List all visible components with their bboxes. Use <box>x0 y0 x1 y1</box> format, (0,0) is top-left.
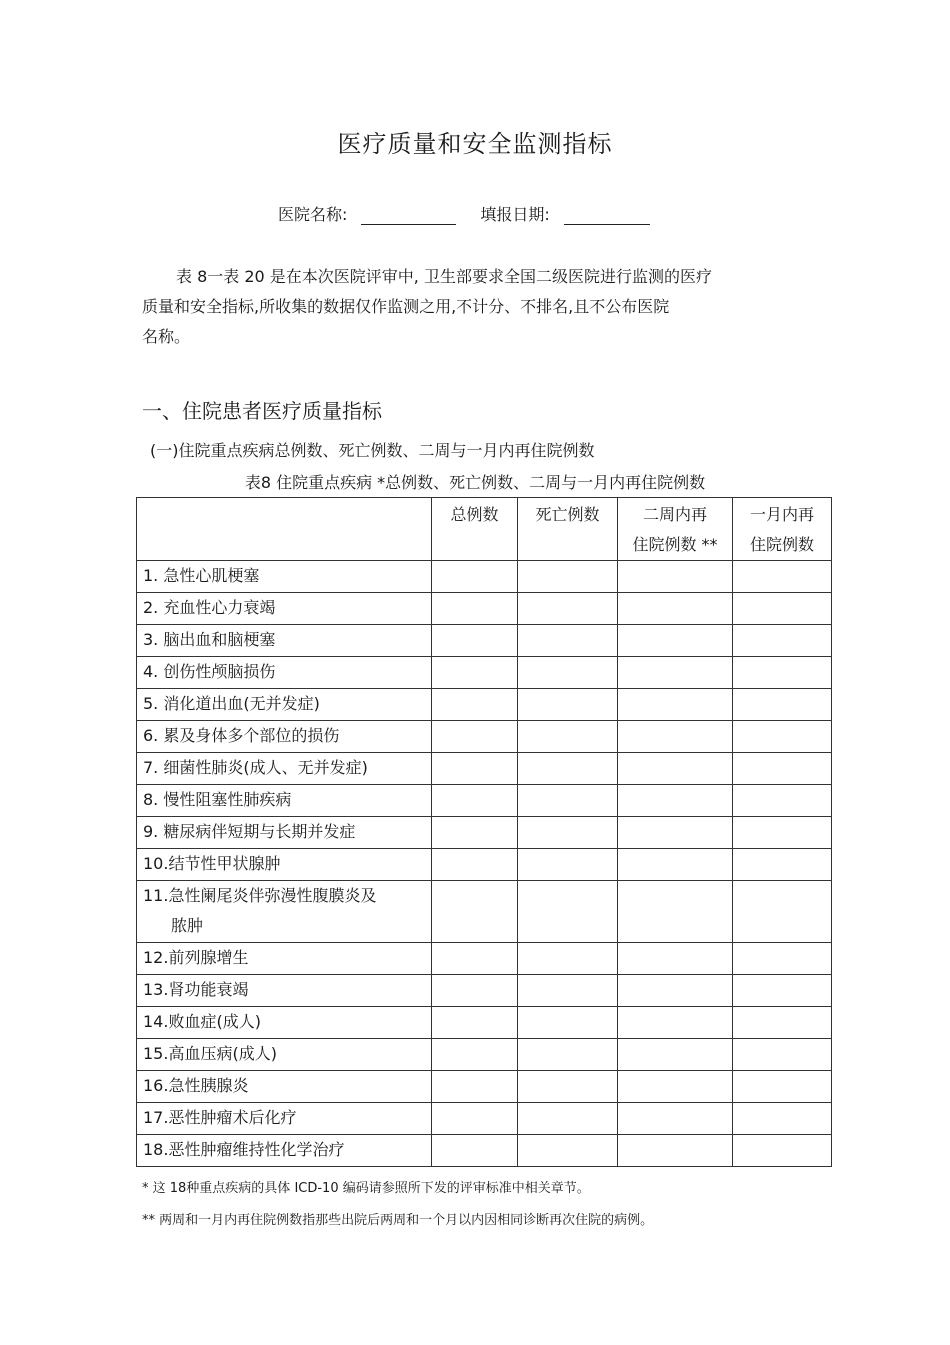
two-week-cell[interactable] <box>618 975 733 1007</box>
disease-name-line2: 脓肿 <box>171 916 204 935</box>
two-week-cell[interactable] <box>618 689 733 721</box>
table-row <box>137 1135 832 1167</box>
deaths-cell[interactable] <box>518 1103 618 1135</box>
one-month-cell[interactable] <box>733 975 832 1007</box>
total-cases-cell[interactable] <box>432 943 518 975</box>
report-date-label: 填报日期: <box>480 205 550 224</box>
table-row <box>137 817 832 849</box>
header-deaths: 死亡例数 <box>518 498 618 561</box>
one-month-cell[interactable] <box>733 1039 832 1071</box>
one-month-cell[interactable] <box>733 1071 832 1103</box>
one-month-cell[interactable] <box>733 593 832 625</box>
table-row <box>137 721 832 753</box>
deaths-cell[interactable] <box>518 753 618 785</box>
total-cases-cell[interactable] <box>432 817 518 849</box>
two-week-cell[interactable] <box>618 721 733 753</box>
disease-name: 4. 创伤性颅脑损伤 <box>137 657 432 689</box>
disease-name: 2. 充血性心力衰竭 <box>137 593 432 625</box>
deaths-cell[interactable] <box>518 817 618 849</box>
header-two-week-readmit <box>618 498 733 561</box>
deaths-cell[interactable] <box>518 689 618 721</box>
disease-name: 18.恶性肿瘤维持性化学治疗 <box>137 1135 432 1167</box>
table-row <box>137 1103 832 1135</box>
two-week-cell[interactable] <box>618 625 733 657</box>
deaths-cell[interactable] <box>518 1071 618 1103</box>
header-one-month-line2: 住院例数 <box>749 535 814 554</box>
total-cases-cell[interactable] <box>432 785 518 817</box>
table-row <box>137 753 832 785</box>
total-cases-cell[interactable] <box>432 561 518 593</box>
table-row <box>137 625 832 657</box>
header-one-month-readmit <box>733 498 832 561</box>
total-cases-cell[interactable] <box>432 849 518 881</box>
deaths-cell[interactable] <box>518 785 618 817</box>
header-total-cases: 总例数 <box>432 498 518 561</box>
deaths-cell[interactable] <box>518 881 618 943</box>
one-month-cell[interactable] <box>733 561 832 593</box>
table-row <box>137 593 832 625</box>
deaths-cell[interactable] <box>518 975 618 1007</box>
two-week-cell[interactable] <box>618 785 733 817</box>
intro-line-1: 表 8一表 20 是在本次医院评审中, 卫生部要求全国二级医院进行监测的医疗 <box>176 267 712 286</box>
one-month-cell[interactable] <box>733 817 832 849</box>
hospital-name-label: 医院名称: <box>278 205 348 224</box>
table-row <box>137 943 832 975</box>
disease-name: 15.高血压病(成人) <box>137 1039 432 1071</box>
deaths-cell[interactable] <box>518 849 618 881</box>
deaths-cell[interactable] <box>518 721 618 753</box>
disease-name: 6. 累及身体多个部位的损伤 <box>137 721 432 753</box>
disease-name: 10.结节性甲状腺肿 <box>137 849 432 881</box>
disease-name: 13.肾功能衰竭 <box>137 975 432 1007</box>
one-month-cell[interactable] <box>733 657 832 689</box>
total-cases-cell[interactable] <box>432 657 518 689</box>
intro-line-2: 质量和安全指标,所收集的数据仅作监测之用,不计分、不排名,且不公布医院 <box>142 297 670 316</box>
two-week-cell[interactable] <box>618 561 733 593</box>
total-cases-cell[interactable] <box>432 625 518 657</box>
header-two-week-line1: 二周内再 <box>642 505 707 524</box>
deaths-cell[interactable] <box>518 1039 618 1071</box>
deaths-cell[interactable] <box>518 943 618 975</box>
disease-name: 12.前列腺增生 <box>137 943 432 975</box>
two-week-cell[interactable] <box>618 593 733 625</box>
two-week-cell[interactable] <box>618 1071 733 1103</box>
total-cases-cell[interactable] <box>432 1071 518 1103</box>
total-cases-cell[interactable] <box>432 1007 518 1039</box>
page-title: 医疗质量和安全监测指标 <box>337 130 613 158</box>
deaths-cell[interactable] <box>518 657 618 689</box>
total-cases-cell[interactable] <box>432 1103 518 1135</box>
one-month-cell[interactable] <box>733 849 832 881</box>
deaths-cell[interactable] <box>518 1007 618 1039</box>
section-heading: 一、住院患者医疗质量指标 <box>142 399 382 423</box>
two-week-cell[interactable] <box>618 849 733 881</box>
two-week-cell[interactable] <box>618 817 733 849</box>
table-row <box>137 1071 832 1103</box>
intro-paragraph <box>142 262 792 352</box>
deaths-cell[interactable] <box>518 625 618 657</box>
one-month-cell[interactable] <box>733 689 832 721</box>
table-row <box>137 1007 832 1039</box>
disease-table <box>136 497 832 1167</box>
one-month-cell[interactable] <box>733 1135 832 1167</box>
table-row <box>137 561 832 593</box>
intro-line-3: 名称。 <box>142 327 191 346</box>
table-row <box>137 1039 832 1071</box>
table-row <box>137 657 832 689</box>
disease-name: 3. 脑出血和脑梗塞 <box>137 625 432 657</box>
total-cases-cell[interactable] <box>432 1039 518 1071</box>
disease-name: 7. 细菌性肺炎(成人、无并发症) <box>137 753 432 785</box>
two-week-cell[interactable] <box>618 943 733 975</box>
total-cases-cell[interactable] <box>432 881 518 943</box>
disease-name: 17.恶性肿瘤术后化疗 <box>137 1103 432 1135</box>
deaths-cell[interactable] <box>518 561 618 593</box>
two-week-cell[interactable] <box>618 1007 733 1039</box>
two-week-cell[interactable] <box>618 1135 733 1167</box>
one-month-cell[interactable] <box>733 785 832 817</box>
disease-name: 9. 糖尿病伴短期与长期并发症 <box>137 817 432 849</box>
header-one-month-line1: 一月内再 <box>749 505 814 524</box>
one-month-cell[interactable] <box>733 1103 832 1135</box>
form-meta <box>278 202 650 225</box>
header-two-week-line2: 住院例数 ** <box>632 535 718 554</box>
table-header-row <box>137 498 832 561</box>
one-month-cell[interactable] <box>733 943 832 975</box>
disease-name: 16.急性胰腺炎 <box>137 1071 432 1103</box>
subsection-heading: (一)住院重点疾病总例数、死亡例数、二周与一月内再住院例数 <box>150 441 595 460</box>
report-date-field[interactable] <box>564 206 650 225</box>
total-cases-cell[interactable] <box>432 721 518 753</box>
two-week-cell[interactable] <box>618 753 733 785</box>
one-month-cell[interactable] <box>733 721 832 753</box>
two-week-cell[interactable] <box>618 881 733 943</box>
disease-name: 8. 慢性阻塞性肺疾病 <box>137 785 432 817</box>
disease-name: 1. 急性心肌梗塞 <box>137 561 432 593</box>
table-row <box>137 975 832 1007</box>
table-row <box>137 849 832 881</box>
one-month-cell[interactable] <box>733 753 832 785</box>
disease-name: 5. 消化道出血(无并发症) <box>137 689 432 721</box>
disease-name <box>137 881 432 943</box>
deaths-cell[interactable] <box>518 593 618 625</box>
footnote-1: * 这 18种重点疾病的具体 ICD-10 编码请参照所下发的评审标准中相关章节。 <box>142 1181 590 1196</box>
total-cases-cell[interactable] <box>432 1135 518 1167</box>
two-week-cell[interactable] <box>618 1103 733 1135</box>
hospital-name-field[interactable] <box>361 206 456 225</box>
table-row <box>137 785 832 817</box>
deaths-cell[interactable] <box>518 1135 618 1167</box>
footnote-2: ** 两周和一月内再住院例数指那些出院后两周和一个月以内因相同诊断再次住院的病例。 <box>142 1213 654 1228</box>
two-week-cell[interactable] <box>618 657 733 689</box>
table-caption: 表8 住院重点疾病 *总例数、死亡例数、二周与一月内再住院例数 <box>244 473 706 492</box>
one-month-cell[interactable] <box>733 881 832 943</box>
total-cases-cell[interactable] <box>432 593 518 625</box>
disease-name-line1: 11.急性阑尾炎伴弥漫性腹膜炎及 <box>143 886 377 905</box>
disease-name: 14.败血症(成人) <box>137 1007 432 1039</box>
two-week-cell[interactable] <box>618 1039 733 1071</box>
header-item <box>137 498 432 561</box>
one-month-cell[interactable] <box>733 1007 832 1039</box>
total-cases-cell[interactable] <box>432 975 518 1007</box>
table-row <box>137 689 832 721</box>
table-row <box>137 881 832 943</box>
total-cases-cell[interactable] <box>432 753 518 785</box>
one-month-cell[interactable] <box>733 625 832 657</box>
total-cases-cell[interactable] <box>432 689 518 721</box>
